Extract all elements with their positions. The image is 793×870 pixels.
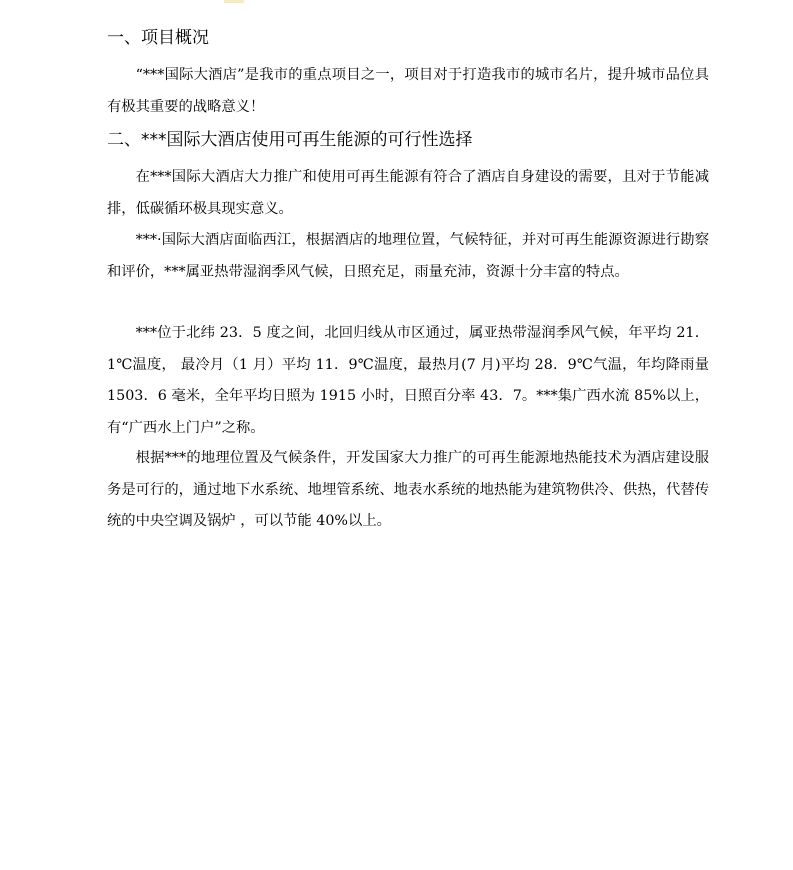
section-1-heading: 一、项目概况 [107, 28, 209, 48]
section-2-paragraph-2: ***·国际大酒店面临西江，根据酒店的地理位置，气候特征，并对可再生能源资源进行勘察和评价，***属亚热带湿润季风气候，日照充足，雨量充沛，资源十分丰富的特点。 [107, 232, 709, 280]
section-2-heading: 二、***国际大酒店使用可再生能源的可行性选择 [107, 130, 473, 150]
highlight-mark [224, 0, 244, 3]
section-2-paragraph-4: 根据***的地理位置及气候条件，开发国家大力推广的可再生能源地热能技术为酒店建设服务是可行的，通过地下水系统、地埋管系统、地表水系统的地热能为建筑物供冷、供热，代替传统的中央空调及锅炉 ，可以节能 40%以上。 [107, 450, 709, 529]
section-1-paragraph: “***国际大酒店”是我市的重点项目之一，项目对于打造我市的城市名片，提升城市品位具有极其重要的战略意义！ [107, 67, 709, 115]
section-2-paragraph-1: 在***国际大酒店大力推广和使用可再生能源有符合了酒店自身建设的需要，且对于节能减排，低碳循环极具现实意义。 [107, 169, 709, 217]
section-2-paragraph-3: ***位于北纬 23．5 度之间，北回归线从市区通过，属亚热带湿润季风气候，年平均 21．1℃温度， 最冷月（1 月）平均 11．9℃温度，最热月(7 月)平均 28．9℃气温，年均降雨量 1503．6 毫米，全年平均日照为 1915 小时，日照百分率 43．7。***集广西水流 85%以上，有“广西水上门户”之称。 [107, 325, 709, 436]
